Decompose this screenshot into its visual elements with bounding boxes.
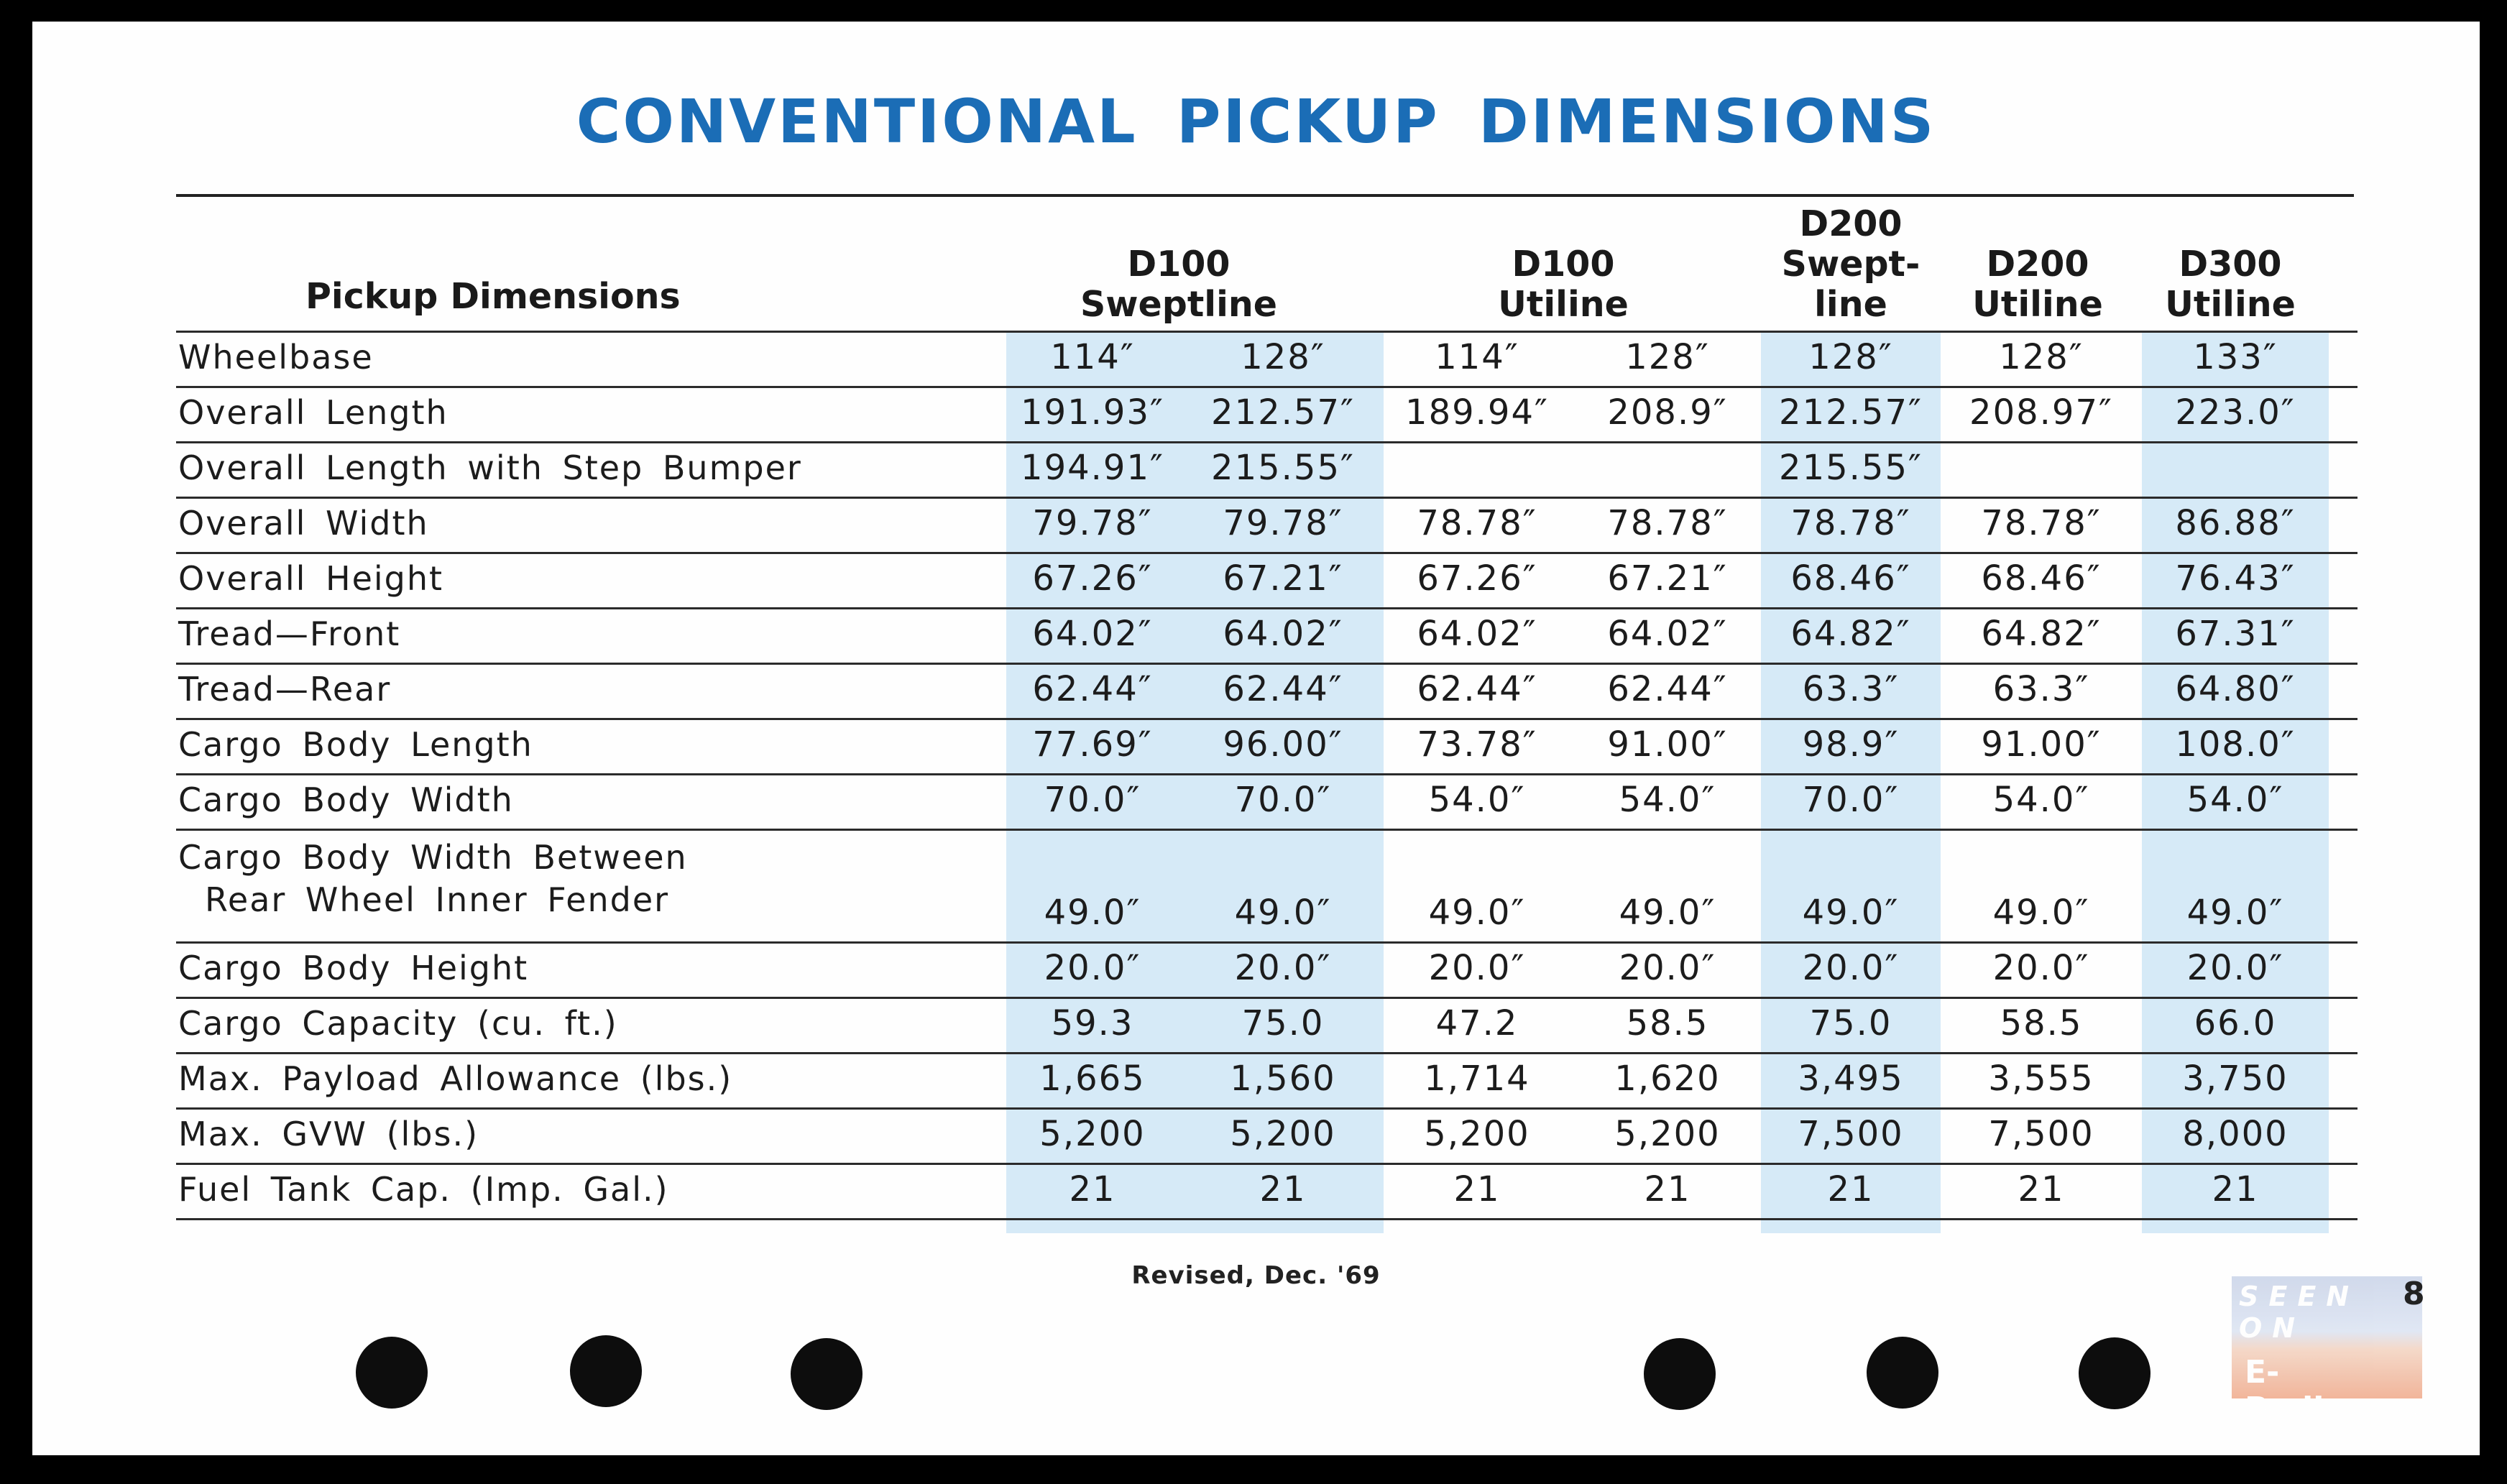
table-cell: 54.0″ — [1992, 780, 2090, 820]
table-cell: 70.0″ — [1802, 780, 1900, 820]
table-cell: 70.0″ — [1234, 780, 1332, 820]
table-cell: 21 — [1453, 1169, 1501, 1209]
table-cell: 8,000 — [2182, 1114, 2288, 1154]
table-cell: 5,200 — [1424, 1114, 1530, 1154]
row-label: Overall Length with Step Bumper — [178, 448, 802, 487]
column-header: Sweptline — [1080, 284, 1277, 325]
table-cell: 78.78″ — [1790, 503, 1911, 543]
row-label: Tread—Rear — [178, 670, 392, 709]
table-cell: 91.00″ — [1607, 724, 1728, 765]
table-cell: 79.78″ — [1223, 503, 1343, 543]
watermark-top-text: SEEN ON — [2239, 1281, 2360, 1344]
table-cell: 20.0″ — [2186, 948, 2284, 988]
table-cell: 73.78″ — [1417, 724, 1537, 765]
row-label: Max. GVW (lbs.) — [178, 1115, 479, 1153]
table-cell: 96.00″ — [1223, 724, 1343, 765]
row-label: Max. Payload Allowance (lbs.) — [178, 1059, 733, 1098]
column-header: Utiline — [1972, 284, 2103, 325]
table-cell: 114″ — [1435, 337, 1519, 377]
table-cell: 67.21″ — [1607, 558, 1728, 599]
table-cell: 5,200 — [1039, 1114, 1146, 1154]
row-label: Cargo Body Width — [178, 780, 514, 819]
table-cell: 21 — [1644, 1169, 1691, 1209]
table-cell: 128″ — [1999, 337, 2084, 377]
table-cell: 189.94″ — [1405, 392, 1549, 433]
table-cell: 49.0″ — [2186, 893, 2284, 933]
row-label: Overall Height — [178, 559, 444, 598]
watermark-logo — [2232, 1276, 2437, 1427]
table-cell: 47.2 — [1435, 1003, 1519, 1043]
table-cell: 75.0 — [1241, 1003, 1325, 1043]
row-label: Tread—Front — [178, 614, 401, 653]
table-cell: 20.0″ — [1992, 948, 2090, 988]
column-header: D200 — [1986, 244, 2089, 285]
table-cell: 1,620 — [1614, 1059, 1721, 1099]
column-header: D200 — [1799, 203, 1903, 244]
table-cell: 108.0″ — [2175, 724, 2296, 765]
row-label: Cargo Capacity (cu. ft.) — [178, 1004, 618, 1043]
binder-hole — [356, 1337, 428, 1409]
row-rule — [176, 607, 2358, 609]
table-cell: 20.0″ — [1044, 948, 1141, 988]
page-number: 8 — [2403, 1276, 2425, 1312]
table-cell: 20.0″ — [1428, 948, 1526, 988]
table-cell: 21 — [1259, 1169, 1307, 1209]
column-header: D100 — [1512, 244, 1615, 285]
table-cell: 70.0″ — [1044, 780, 1141, 820]
row-rule — [176, 997, 2358, 999]
row-rule — [176, 386, 2358, 388]
table-cell: 5,200 — [1614, 1114, 1721, 1154]
table-cell: 49.0″ — [1044, 893, 1141, 933]
table-cell: 75.0 — [1809, 1003, 1892, 1043]
table-cell: 21 — [1827, 1169, 1874, 1209]
table-cell: 64.02″ — [1607, 614, 1728, 654]
top-rule — [176, 194, 2354, 197]
table-cell: 67.26″ — [1032, 558, 1153, 599]
table-cell: 194.91″ — [1021, 448, 1164, 488]
table-cell: 54.0″ — [2186, 780, 2284, 820]
table-cell: 212.57″ — [1779, 392, 1923, 433]
table-cell: 64.82″ — [1790, 614, 1911, 654]
table-cell: 1,714 — [1424, 1059, 1530, 1099]
table-cell: 78.78″ — [1607, 503, 1728, 543]
row-label: Cargo Body Height — [178, 949, 529, 987]
column-header: Utiline — [2165, 284, 2296, 325]
table-cell: 7,500 — [1798, 1114, 1904, 1154]
row-rule — [176, 1218, 2358, 1220]
row-label: Overall Width — [178, 504, 429, 543]
row-label: Cargo Body Length — [178, 725, 533, 764]
table-cell: 7,500 — [1988, 1114, 2094, 1154]
table-cell: 191.93″ — [1021, 392, 1164, 433]
table-cell: 128″ — [1625, 337, 1710, 377]
table-cell: 5,200 — [1230, 1114, 1336, 1154]
table-cell: 76.43″ — [2175, 558, 2296, 599]
table-cell: 208.97″ — [1969, 392, 2113, 433]
column-header: D100 — [1127, 244, 1230, 285]
table-cell: 49.0″ — [1234, 893, 1332, 933]
table-cell: 68.46″ — [1790, 558, 1911, 599]
column-header: Swept- — [1781, 244, 1920, 285]
table-cell: 78.78″ — [1981, 503, 2102, 543]
binder-hole — [2079, 1337, 2150, 1409]
row-rule — [176, 1107, 2358, 1110]
row-label-continued: Rear Wheel Inner Fender — [205, 880, 670, 919]
table-cell: 62.44″ — [1032, 669, 1153, 709]
column-header: Utiline — [1498, 284, 1629, 325]
column-header: D300 — [2179, 244, 2282, 285]
table-cell: 58.5 — [1626, 1003, 1709, 1043]
table-cell: 128″ — [1241, 337, 1325, 377]
table-cell: 215.55″ — [1211, 448, 1355, 488]
table-cell: 79.78″ — [1032, 503, 1153, 543]
row-rule — [176, 829, 2358, 831]
table-cell: 63.3″ — [1802, 669, 1900, 709]
table-cell: 64.02″ — [1417, 614, 1537, 654]
table-cell: 1,560 — [1230, 1059, 1336, 1099]
table-cell: 68.46″ — [1981, 558, 2102, 599]
table-cell: 91.00″ — [1981, 724, 2102, 765]
row-header-title: Pickup Dimensions — [305, 276, 681, 317]
table-cell: 3,555 — [1988, 1059, 2094, 1099]
row-rule — [176, 718, 2358, 720]
table-cell: 20.0″ — [1802, 948, 1900, 988]
table-cell: 62.44″ — [1607, 669, 1728, 709]
table-cell: 63.3″ — [1992, 669, 2090, 709]
table-cell: 128″ — [1808, 337, 1893, 377]
row-label: Wheelbase — [178, 338, 374, 377]
table-cell: 212.57″ — [1211, 392, 1355, 433]
header-rule — [176, 331, 2358, 333]
binder-hole — [1644, 1338, 1716, 1410]
row-rule — [176, 941, 2358, 944]
table-cell: 3,750 — [2182, 1059, 2288, 1099]
table-cell: 67.21″ — [1223, 558, 1343, 599]
table-cell: 20.0″ — [1234, 948, 1332, 988]
table-cell: 21 — [1069, 1169, 1116, 1209]
table-cell: 1,665 — [1039, 1059, 1146, 1099]
table-cell: 67.31″ — [2175, 614, 2296, 654]
binder-hole — [570, 1335, 642, 1407]
row-rule — [176, 1052, 2358, 1054]
table-cell: 223.0″ — [2175, 392, 2296, 433]
row-rule — [176, 552, 2358, 554]
column-header: line — [1814, 284, 1887, 325]
table-cell: 133″ — [2193, 337, 2278, 377]
table-cell: 54.0″ — [1619, 780, 1716, 820]
row-rule — [176, 497, 2358, 499]
row-rule — [176, 1163, 2358, 1165]
table-cell: 49.0″ — [1619, 893, 1716, 933]
row-label: Cargo Body Width Between — [178, 838, 688, 877]
table-cell: 66.0 — [2194, 1003, 2277, 1043]
spec-card — [32, 22, 2480, 1455]
binder-hole — [1867, 1337, 1938, 1409]
table-cell: 64.82″ — [1981, 614, 2102, 654]
table-cell: 58.5 — [2000, 1003, 2083, 1043]
table-cell: 86.88″ — [2175, 503, 2296, 543]
table-cell: 54.0″ — [1428, 780, 1526, 820]
table-cell: 215.55″ — [1779, 448, 1923, 488]
table-cell: 64.02″ — [1223, 614, 1343, 654]
table-cell: 62.44″ — [1223, 669, 1343, 709]
table-cell: 21 — [2018, 1169, 2065, 1209]
row-rule — [176, 663, 2358, 665]
table-cell: 98.9″ — [1802, 724, 1900, 765]
table-cell: 77.69″ — [1032, 724, 1153, 765]
table-cell: 49.0″ — [1992, 893, 2090, 933]
page-title: CONVENTIONAL PICKUP DIMENSIONS — [576, 86, 1936, 157]
table-cell: 49.0″ — [1428, 893, 1526, 933]
table-cell: 208.9″ — [1607, 392, 1728, 433]
table-cell: 67.26″ — [1417, 558, 1537, 599]
table-cell: 114″ — [1050, 337, 1135, 377]
row-rule — [176, 441, 2358, 443]
revised-note: Revised, Dec. '69 — [1131, 1261, 1381, 1290]
binder-hole — [791, 1338, 862, 1410]
table-cell: 49.0″ — [1802, 893, 1900, 933]
table-cell: 21 — [2212, 1169, 2259, 1209]
row-label: Fuel Tank Cap. (Imp. Gal.) — [178, 1170, 669, 1209]
table-cell: 20.0″ — [1619, 948, 1716, 988]
table-cell: 64.02″ — [1032, 614, 1153, 654]
table-cell: 59.3 — [1051, 1003, 1134, 1043]
watermark-bottom-text: E-Bodies.org — [2245, 1354, 2437, 1427]
row-rule — [176, 773, 2358, 775]
row-label: Overall Length — [178, 393, 448, 432]
table-cell: 3,495 — [1798, 1059, 1904, 1099]
table-cell: 64.80″ — [2175, 669, 2296, 709]
table-cell: 78.78″ — [1417, 503, 1537, 543]
table-cell: 62.44″ — [1417, 669, 1537, 709]
